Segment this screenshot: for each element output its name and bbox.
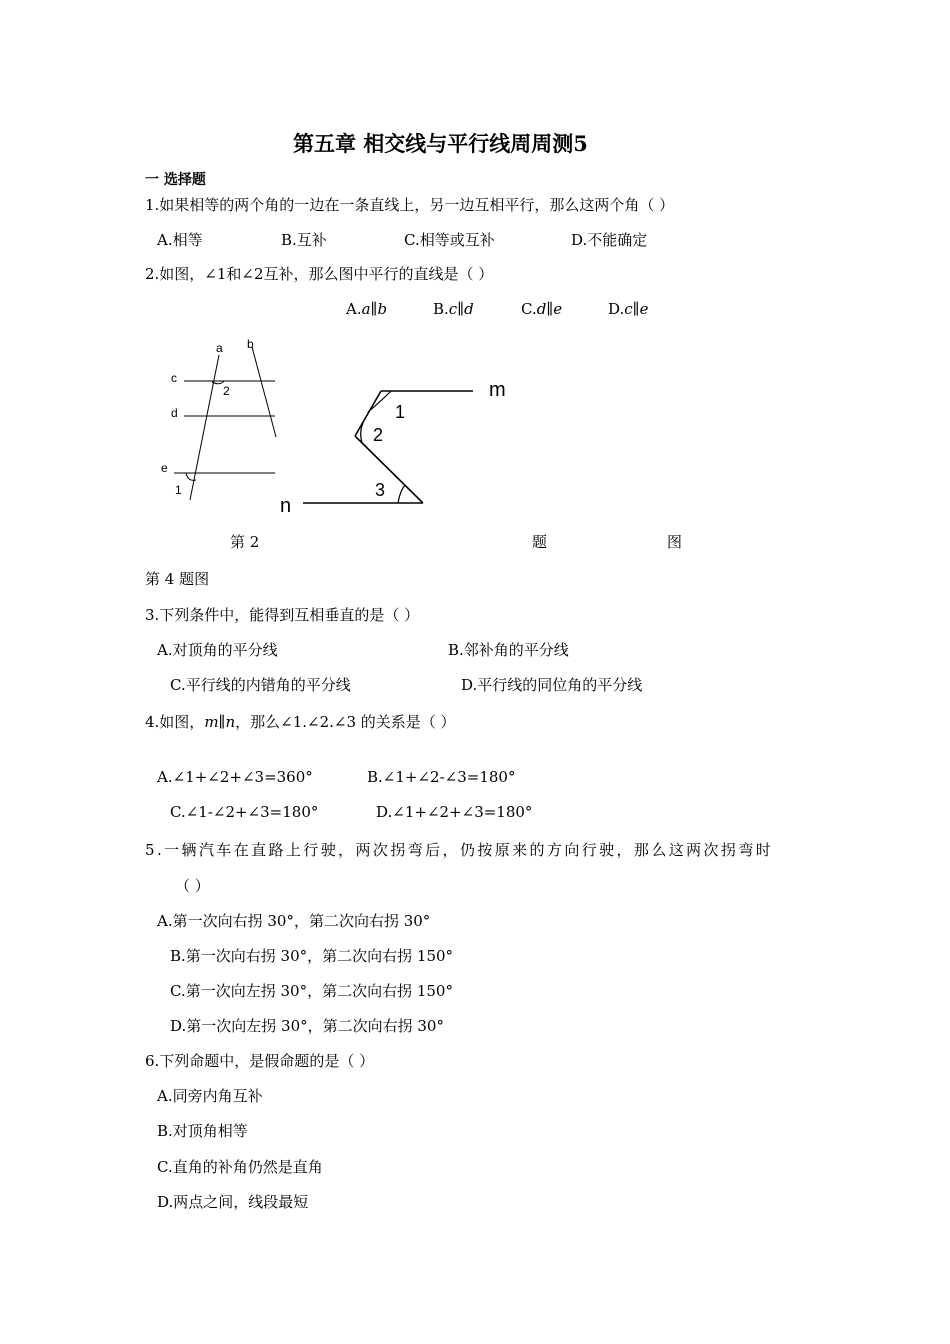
question-6-stem: 6.下列命题中，是假命题的是（ ） [145,1052,375,1070]
label-m: m [489,379,506,401]
q1-option-c: C.相等或互补 [404,231,495,249]
q5-option-b: B.第一次向右拐 30°，第二次向右拐 150° [170,947,454,965]
q2-option-b [433,300,474,318]
label-angle-1: 1 [395,402,406,422]
label-angle-3: 3 [375,480,386,500]
q2-option-a [346,300,387,318]
line-b [252,347,276,437]
label-c: c [171,371,177,385]
caption-fig2-part2: 题 [532,533,548,551]
segment-lower [355,436,423,503]
q5-option-d: D.第一次向左拐 30°，第二次向右拐 30° [170,1017,444,1035]
caption-fig2-part3: 图 [667,533,683,551]
q5-option-c: C.第一次向左拐 30°，第二次向右拐 150° [170,982,453,1000]
q1-option-d: D.不能确定 [571,231,648,249]
q2-option-a-math: a∥b [361,300,388,318]
q6-option-b: B.对顶角相等 [157,1122,248,1140]
question-3-stem: 3.下列条件中，能得到互相垂直的是（ ） [145,606,420,624]
q1-option-a: A.相等 [157,231,203,249]
q3-option-c: C.平行线的内错角的平分线 [170,676,351,694]
question-1-stem: 1.如果相等的两个角的一边在一条直线上，另一边互相平行，那么这两个角（ ） [145,196,675,214]
label-angle-1: 1 [175,483,182,497]
figure-question-2 [150,330,290,510]
label-e: e [161,461,168,475]
line-a [190,355,219,500]
q4-stem-math: m∥n [204,713,236,731]
q6-option-a: A.同旁内角互补 [157,1087,263,1105]
question-5-stem: 5.一辆汽车在直路上行驶，两次拐弯后，仍按原来的方向行驶，那么这两次拐弯时 [145,841,774,859]
q3-option-a: A.对顶角的平分线 [157,641,278,659]
q4-option-a: A.∠1+∠2+∠3=360° [157,768,313,786]
question-4-stem [145,711,456,732]
q4-stem-suffix: ，那么∠1.∠2.∠3 的关系是（ ） [235,713,456,731]
caption-fig2-part1: 第 2 [230,533,260,551]
q2-option-d [608,300,648,318]
q4-option-b: B.∠1+∠2-∠3=180° [367,768,516,786]
q6-option-c: C.直角的补角仍然是直角 [157,1158,323,1176]
q2-option-d-prefix: D. [608,300,625,318]
q4-option-c: C.∠1-∠2+∠3=180° [170,803,319,821]
q2-option-c [521,300,562,318]
caption-fig4: 第 4 题图 [145,570,210,588]
q4-stem-prefix: 4.如图， [145,713,205,731]
label-a: a [216,341,223,355]
label-n: n [280,495,292,517]
q1-option-b: B.互补 [281,231,327,249]
page-title: 第五章 相交线与平行线周周测5 [293,131,588,156]
q3-option-b: B.邻补角的平分线 [448,641,569,659]
question-2-stem: 2.如图，∠1和∠2互补，那么图中平行的直线是（ ） [145,265,494,283]
q2-option-d-math: c∥e [624,300,649,318]
q6-option-d: D.两点之间，线段最短 [157,1193,309,1211]
label-b: b [247,337,254,351]
section-heading: 一 选择题 [145,172,206,188]
q2-option-c-prefix: C. [521,300,537,318]
q2-option-c-math: d∥e [536,300,563,318]
q2-option-a-prefix: A. [346,300,362,318]
q5-paren: （ ） [175,877,210,895]
angle-3-arc [398,485,405,503]
q4-option-d: D.∠1+∠2+∠3=180° [376,803,533,821]
label-angle-2: 2 [223,384,230,398]
q2-option-b-math: c∥d [448,300,474,318]
q3-option-d: D.平行线的同位角的平分线 [461,676,643,694]
label-d: d [171,406,178,420]
q2-option-b-prefix: B. [433,300,449,318]
label-angle-2: 2 [373,425,384,445]
q5-option-a: A.第一次向右拐 30°，第二次向右拐 30° [157,912,431,930]
figure-question-4 [275,370,515,520]
